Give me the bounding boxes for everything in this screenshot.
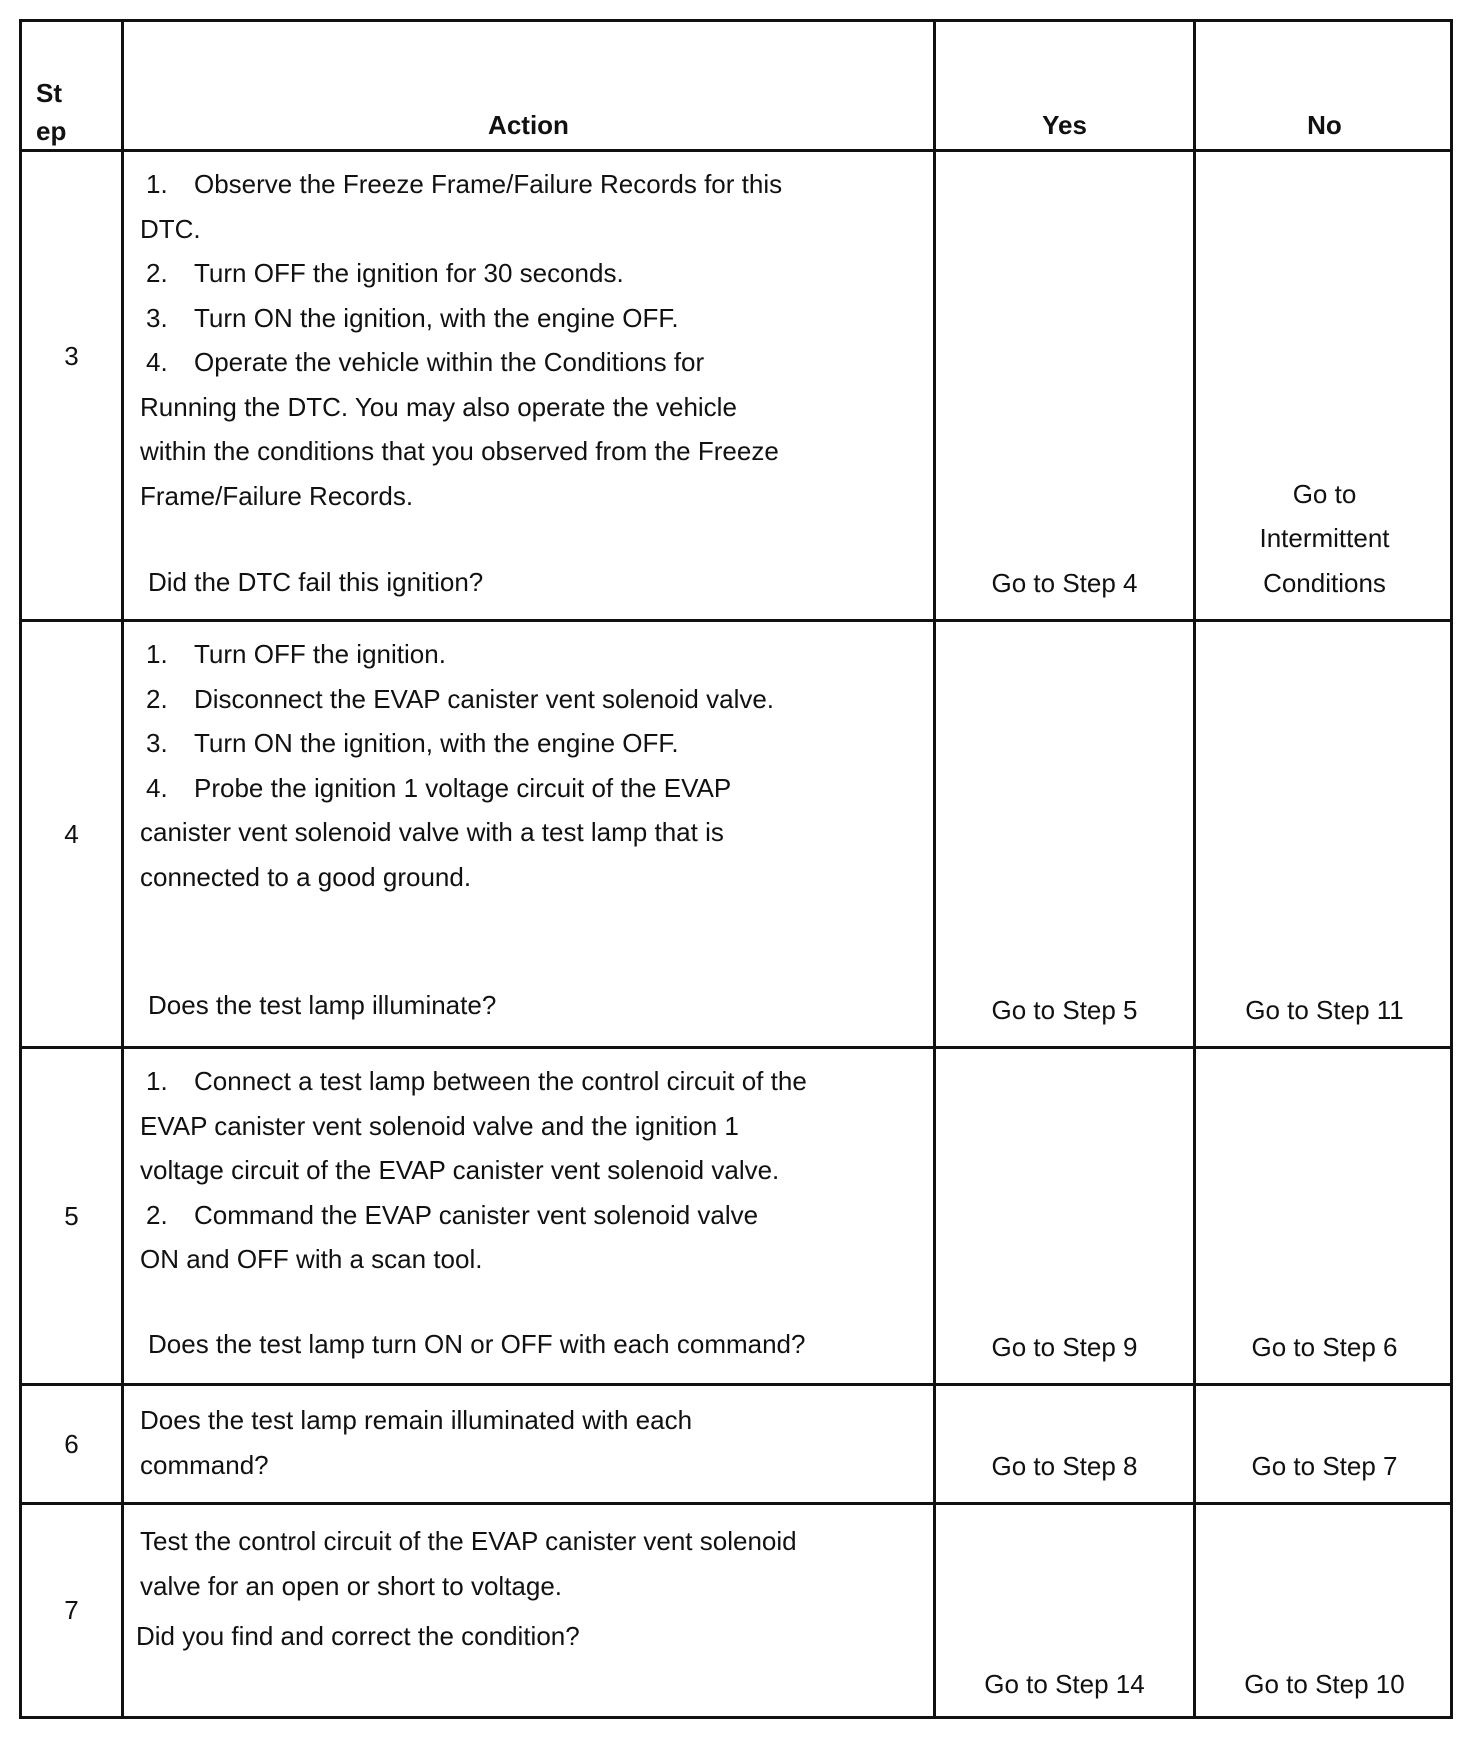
action-line: 1. Connect a test lamp between the control circuit of the: [146, 1066, 807, 1096]
no-answer-line: Intermittent: [1259, 523, 1390, 553]
action-line: Does the test lamp remain illuminated with each: [140, 1405, 693, 1435]
action-line: 2. Disconnect the EVAP canister vent solenoid valve.: [146, 683, 775, 714]
no-answer: Go to Step 10: [1244, 1668, 1405, 1699]
yes-answer: Go to Step 8: [991, 1450, 1138, 1481]
action-line: DTC.: [140, 213, 201, 244]
step-number: 3: [64, 340, 79, 371]
action-cell: [124, 1386, 933, 1502]
action-line: 4. Probe the ignition 1 voltage circuit of the EVAP: [146, 772, 732, 803]
action-line: 2. Command the EVAP canister vent solenoid valve: [146, 1199, 759, 1230]
yes-cell: [936, 1386, 1193, 1502]
step-number: 4: [64, 818, 79, 849]
no-answer-line: Go to: [1292, 478, 1357, 509]
action-line: ON and OFF with a scan tool.: [140, 1244, 483, 1274]
step-number: 5: [64, 1200, 79, 1231]
action-cell: [124, 622, 933, 1046]
no-answer: Go to Step 6: [1251, 1331, 1398, 1362]
header-yes: Yes: [1042, 110, 1087, 140]
action-line: connected to a good ground.: [140, 861, 472, 892]
header-no: No: [1307, 110, 1342, 140]
action-line: 1. Turn OFF the ignition.: [146, 639, 446, 669]
yes-cell: [936, 152, 1193, 619]
action-line: EVAP canister vent solenoid valve and the ignition 1: [140, 1110, 739, 1141]
step-number: 6: [64, 1428, 79, 1459]
yes-answer: Go to Step 14: [984, 1668, 1145, 1699]
action-line: 2. Turn OFF the ignition for 30 seconds.: [146, 258, 624, 288]
yes-cell: [936, 1505, 1193, 1716]
action-line: canister vent solenoid valve with a test lamp that is: [140, 817, 724, 847]
action-line: 1. Observe the Freeze Frame/Failure Records for this: [146, 169, 783, 199]
no-answer: Go to Step 7: [1251, 1450, 1398, 1481]
action-line: Frame/Failure Records.: [140, 480, 414, 511]
action-cell: [124, 1049, 933, 1383]
action-line: Test the control circuit of the EVAP canister vent solenoid: [140, 1526, 797, 1556]
action-question: Did you find and correct the condition?: [136, 1621, 580, 1651]
action-line: valve for an open or short to voltage.: [140, 1570, 563, 1601]
diagnostic-table: [19, 19, 1453, 1719]
no-cell: [1196, 1386, 1453, 1502]
action-line: command?: [140, 1449, 269, 1480]
no-answer: Go to Step 11: [1245, 994, 1404, 1025]
yes-cell: [936, 622, 1193, 1046]
step-number: 7: [64, 1595, 79, 1626]
action-line: 3. Turn ON the ignition, with the engine OFF.: [146, 302, 679, 333]
action-line: Running the DTC. You may also operate the vehicle: [140, 391, 737, 422]
action-question: Does the test lamp turn ON or OFF with each command?: [148, 1328, 806, 1359]
no-cell: [1196, 1505, 1453, 1716]
no-answer-line: Conditions: [1263, 567, 1386, 598]
action-question: Did the DTC fail this ignition?: [148, 567, 484, 597]
no-cell: [1196, 622, 1453, 1046]
header-action: Action: [488, 110, 569, 140]
no-cell: [1196, 152, 1453, 619]
action-question: Does the test lamp illuminate?: [148, 990, 497, 1020]
yes-answer: Go to Step 9: [991, 1331, 1138, 1362]
no-cell: [1196, 1049, 1453, 1383]
header-step: [22, 22, 121, 149]
action-line: within the conditions that you observed from the Freeze: [140, 436, 779, 466]
action-line: voltage circuit of the EVAP canister vent solenoid valve.: [140, 1155, 780, 1185]
action-cell: [124, 152, 933, 619]
yes-answer: Go to Step 4: [991, 567, 1138, 598]
header-step-line: St: [36, 78, 62, 108]
header-step-line: ep: [36, 116, 67, 146]
action-cell: [124, 1505, 933, 1716]
action-line: 3. Turn ON the ignition, with the engine OFF.: [146, 728, 679, 758]
yes-answer: Go to Step 5: [991, 994, 1138, 1025]
action-line: 4. Operate the vehicle within the Conditions for: [146, 347, 705, 377]
yes-cell: [936, 1049, 1193, 1383]
